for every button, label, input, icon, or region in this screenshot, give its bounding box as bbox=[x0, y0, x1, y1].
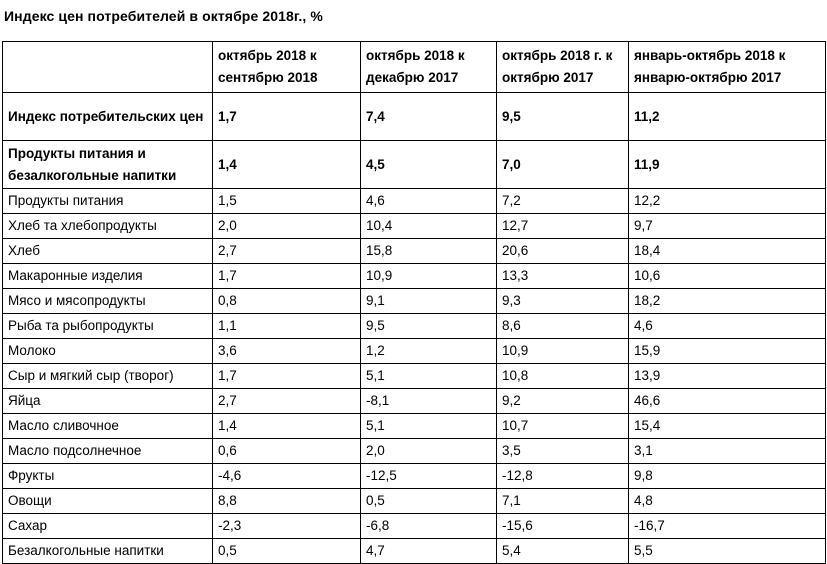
value-cell: 2,7 bbox=[213, 389, 361, 414]
table-row bbox=[3, 289, 826, 314]
value-cell: 0,5 bbox=[361, 489, 497, 514]
row-label: Продукты питания и безалкогольные напитки bbox=[3, 141, 213, 189]
value-cell: 5,1 bbox=[361, 414, 497, 439]
value-cell: 7,2 bbox=[497, 189, 629, 214]
row-label: Масло сливочное bbox=[3, 414, 213, 439]
table-row bbox=[3, 414, 826, 439]
value-cell: 13,9 bbox=[629, 364, 826, 389]
value-cell: 10,4 bbox=[361, 214, 497, 239]
value-cell: 5,4 bbox=[497, 539, 629, 564]
header-cell-label bbox=[3, 42, 213, 93]
value-cell: -16,7 bbox=[629, 514, 826, 539]
header-cell-oct-to-sep: октябрь 2018 к сентябрю 2018 bbox=[213, 42, 361, 93]
value-cell: 2,0 bbox=[361, 439, 497, 464]
value-cell: 1,4 bbox=[213, 141, 361, 189]
table-row bbox=[3, 93, 826, 141]
value-cell: 2,0 bbox=[213, 214, 361, 239]
row-label: Сахар bbox=[3, 514, 213, 539]
value-cell: 15,4 bbox=[629, 414, 826, 439]
value-cell: 9,8 bbox=[629, 464, 826, 489]
row-label: Фрукты bbox=[3, 464, 213, 489]
table-row bbox=[3, 539, 826, 564]
table-row bbox=[3, 389, 826, 414]
value-cell: 4,7 bbox=[361, 539, 497, 564]
value-cell: 12,7 bbox=[497, 214, 629, 239]
table-row bbox=[3, 514, 826, 539]
table-row bbox=[3, 439, 826, 464]
row-label: Масло подсолнечное bbox=[3, 439, 213, 464]
value-cell: 10,9 bbox=[497, 339, 629, 364]
value-cell: 10,6 bbox=[629, 264, 826, 289]
value-cell: 15,8 bbox=[361, 239, 497, 264]
table-row bbox=[3, 364, 826, 389]
row-label: Мясо и мясопродукты bbox=[3, 289, 213, 314]
value-cell: 18,4 bbox=[629, 239, 826, 264]
value-cell: -15,6 bbox=[497, 514, 629, 539]
table-row bbox=[3, 264, 826, 289]
table-row bbox=[3, 489, 826, 514]
value-cell: 3,1 bbox=[629, 439, 826, 464]
row-label: Безалкогольные напитки bbox=[3, 539, 213, 564]
value-cell: 4,6 bbox=[629, 314, 826, 339]
value-cell: 7,4 bbox=[361, 93, 497, 141]
value-cell: 13,3 bbox=[497, 264, 629, 289]
value-cell: 10,9 bbox=[361, 264, 497, 289]
row-label: Рыба та рыбопродукты bbox=[3, 314, 213, 339]
value-cell: -12,8 bbox=[497, 464, 629, 489]
value-cell: 1,7 bbox=[213, 364, 361, 389]
value-cell: 8,6 bbox=[497, 314, 629, 339]
row-label: Хлеб та хлебопродукты bbox=[3, 214, 213, 239]
value-cell: 10,7 bbox=[497, 414, 629, 439]
table-row bbox=[3, 339, 826, 364]
value-cell: 4,6 bbox=[361, 189, 497, 214]
table-row bbox=[3, 239, 826, 264]
table-row bbox=[3, 189, 826, 214]
value-cell: -6,8 bbox=[361, 514, 497, 539]
value-cell: 4,8 bbox=[629, 489, 826, 514]
value-cell: 9,1 bbox=[361, 289, 497, 314]
page-title: Индекс цен потребителей в октябре 2018г., % bbox=[4, 8, 323, 24]
table-header bbox=[3, 42, 826, 93]
value-cell: 3,6 bbox=[213, 339, 361, 364]
value-cell: -4,6 bbox=[213, 464, 361, 489]
row-label: Хлеб bbox=[3, 239, 213, 264]
row-label: Индекс потребительских цен bbox=[3, 93, 213, 141]
value-cell: 0,8 bbox=[213, 289, 361, 314]
table-row bbox=[3, 214, 826, 239]
value-cell: 20,6 bbox=[497, 239, 629, 264]
row-label: Молоко bbox=[3, 339, 213, 364]
value-cell: 9,3 bbox=[497, 289, 629, 314]
value-cell: -2,3 bbox=[213, 514, 361, 539]
value-cell: 0,6 bbox=[213, 439, 361, 464]
value-cell: 11,2 bbox=[629, 93, 826, 141]
table-row bbox=[3, 314, 826, 339]
value-cell: 4,5 bbox=[361, 141, 497, 189]
value-cell: 1,1 bbox=[213, 314, 361, 339]
table-body bbox=[3, 93, 826, 564]
value-cell: 15,9 bbox=[629, 339, 826, 364]
value-cell: 3,5 bbox=[497, 439, 629, 464]
value-cell: 18,2 bbox=[629, 289, 826, 314]
value-cell: 11,9 bbox=[629, 141, 826, 189]
row-label: Сыр и мягкий сыр (творог) bbox=[3, 364, 213, 389]
table-row bbox=[3, 464, 826, 489]
header-cell-oct-to-oct: октябрь 2018 г. к октябрю 2017 bbox=[497, 42, 629, 93]
value-cell: 9,5 bbox=[361, 314, 497, 339]
value-cell: 9,7 bbox=[629, 214, 826, 239]
value-cell: 5,5 bbox=[629, 539, 826, 564]
page bbox=[0, 8, 827, 556]
value-cell: 10,8 bbox=[497, 364, 629, 389]
value-cell: -8,1 bbox=[361, 389, 497, 414]
table-row bbox=[3, 141, 826, 189]
header-cell-jan-oct: январь-октябрь 2018 к январю-октябрю 2017 bbox=[629, 42, 826, 93]
value-cell: 12,2 bbox=[629, 189, 826, 214]
value-cell: 1,2 bbox=[361, 339, 497, 364]
value-cell: 2,7 bbox=[213, 239, 361, 264]
value-cell: 9,2 bbox=[497, 389, 629, 414]
header-row bbox=[3, 42, 826, 93]
value-cell: 8,8 bbox=[213, 489, 361, 514]
value-cell: 46,6 bbox=[629, 389, 826, 414]
value-cell: 1,4 bbox=[213, 414, 361, 439]
value-cell: -12,5 bbox=[361, 464, 497, 489]
value-cell: 7,1 bbox=[497, 489, 629, 514]
value-cell: 1,7 bbox=[213, 264, 361, 289]
header-cell-oct-to-dec: октябрь 2018 к декабрю 2017 bbox=[361, 42, 497, 93]
cpi-table bbox=[2, 41, 826, 564]
value-cell: 9,5 bbox=[497, 93, 629, 141]
value-cell: 5,1 bbox=[361, 364, 497, 389]
value-cell: 0,5 bbox=[213, 539, 361, 564]
value-cell: 7,0 bbox=[497, 141, 629, 189]
row-label: Яйца bbox=[3, 389, 213, 414]
row-label: Овощи bbox=[3, 489, 213, 514]
row-label: Продукты питания bbox=[3, 189, 213, 214]
row-label: Макаронные изделия bbox=[3, 264, 213, 289]
value-cell: 1,7 bbox=[213, 93, 361, 141]
value-cell: 1,5 bbox=[213, 189, 361, 214]
